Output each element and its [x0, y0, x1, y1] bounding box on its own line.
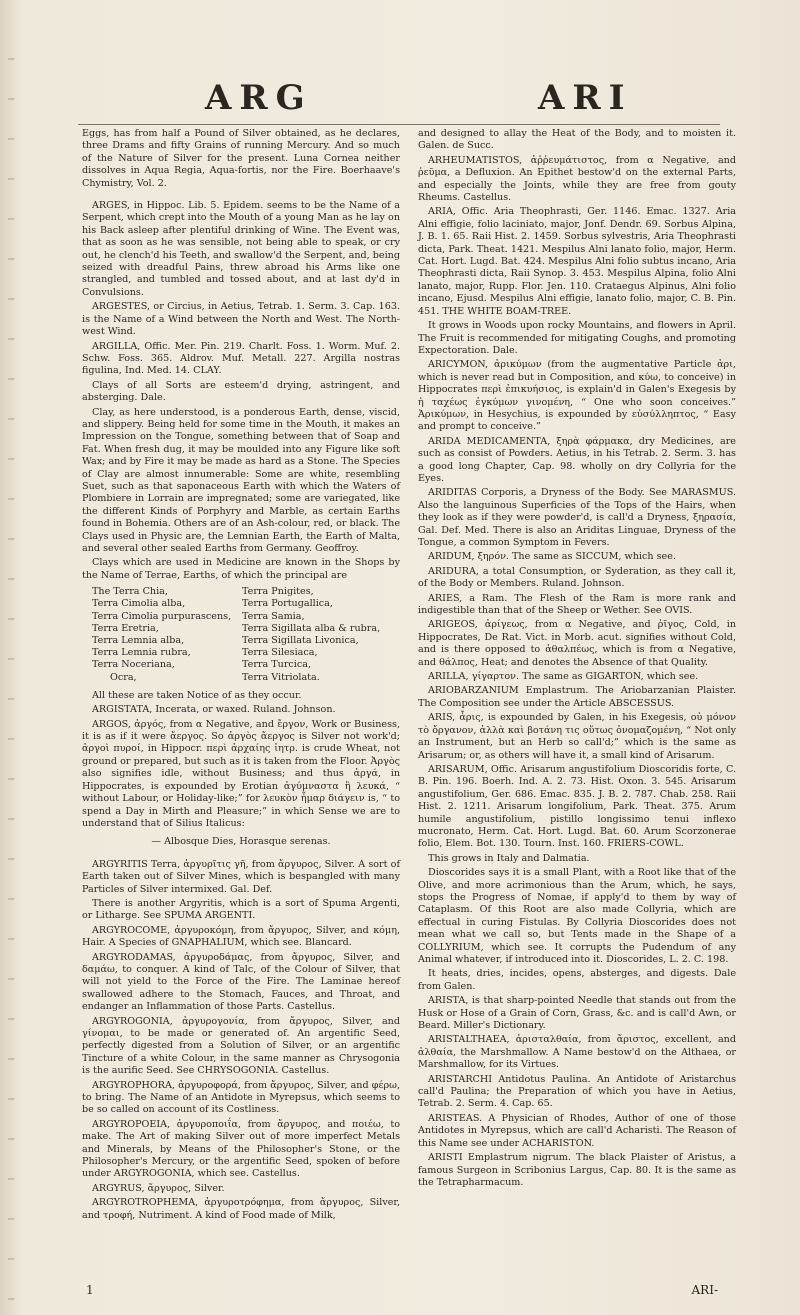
left-column — [82, 128, 400, 1224]
entry-aristeas: ARISTEAS. A Physician of Rhodes, Author of one of those Antidotes in Myrepsus, which are call'd Acharisti. The Reason of this Name see under ACHARISTON. — [418, 1112, 736, 1149]
entry-arilla: ARILLA, γίγαρτον. The same as GIGARTON, which see. — [428, 671, 699, 683]
terra-item: Terra Lemnia rubra, — [92, 647, 191, 659]
entry-argyrodamas: ARGYRODAMAS, ἀργυροδάμας, from ἄργυρος, Silver, and δαμάω, to conquer. A kind of Talc, of the Colour of Silver, that will not yield to the Force of the Fire. The Laminae hereof swallowed adhere to the Stomach, Fauces, and Throat, and endanger an Inflammation of those Parts. Castellus. — [82, 951, 400, 1013]
terra-item: Terra Sigillata Livonica, — [242, 635, 359, 647]
terra-item: Terra Portugallica, — [242, 598, 333, 610]
header-rule — [78, 124, 720, 125]
entry-aridura: ARIDURA, a total Consumption, or Syderation, as they call it, of the Body or Members. Ruland. Johnson. — [418, 565, 736, 590]
paragraph: It grows in Woods upon rocky Mountains, and flowers in April. The Fruit is recommended for mitigating Coughs, and promoting Expectoration. Dale. — [418, 320, 736, 356]
terra-item: Terra Silesiaca, — [242, 647, 318, 659]
terra-item: Terra Vitriolata. — [242, 671, 320, 683]
entry-arges: ARGES, in Hippoc. Lib. 5. Epidem. seems to be the Name of a Serpent, which crept into the Mouth of a young Man as he lay on his Back asleep after plentiful drinking of Wine. The Event was, that as soon as he was sensible, not being able to speak, or cry out, he clench'd his Teeth, and swallow'd the Serpent, and, being seized with dreadful Pains, threw abroad his Arms like one strangled, and tumbled and tossed about, and at last dy'd in Convulsions. — [82, 200, 400, 298]
entry-argistata: ARGISTATA, Incerata, or waxed. Ruland. Johnson. — [92, 704, 336, 716]
terra-item: Terra Cimolia alba, — [92, 598, 186, 610]
entry-ariditas: ARIDITAS Corporis, a Dryness of the Body. See MARASMUS. Also the languinous Superficies of the Tops of the Hairs, when they look as if they were powder'd, is call'd a Dryness, ξηρασία, Gal. Def. Med. There is also an Ariditas Linguae, Dryness of the Tongue, a common Symptom in Fevers. — [418, 487, 736, 548]
terra-item: Terra Sigillata alba & rubra, — [242, 622, 381, 634]
entry-ariobarzanium: ARIOBARZANIUM Emplastrum. The Ariobarzanian Plaister. The Composition see under the Article ABSCESSUS. — [418, 685, 736, 709]
entry-argyrophora: ARGYROPHORA, ἀργυροφορά, from ἄργυρος, Silver, and φέρω, to bring. The Name of an Antidote in Myrepsus, which seems to be so called on account of its Costliness. — [82, 1079, 400, 1116]
entry-aris: ARIS, ἆρις, is expounded by Galen, in his Exegesis, οὐ μόνον τὸ ὄργανον, ἀλλὰ καὶ βοτάνη τις οὕτως ὀνομαζομένη, “ Not only an Instrument, but an Herb so call'd;” which is the same as Arisarum; or, as others will have it, a small kind of Arisarum. — [418, 712, 736, 761]
paragraph: This grows in Italy and Dalmatia. — [428, 852, 590, 864]
entry-arida-medicamenta: ARIDA MEDICAMENTA, ξηρὰ φάρμακα, dry Medicines, are such as consist of Powders. Aetius, in his Tetrab. 2. Serm. 3. has a good long Chapter, Cap. 98. wholly on dry Collyria for the Eyes. — [418, 435, 736, 484]
entry-arheumatistos: ARHEUMATISTOS, ἀῤῥευμάτιστος, from α Negative, and ῥεῦμα, a Defluxion. An Epithet bestow'd on the external Parts, and especially the Joints, while they are free from gouty Rheums. Castellus. — [418, 154, 736, 204]
terra-item: Terra Lemnia alba, — [92, 635, 185, 647]
entry-aristarchi: ARISTARCHI Antidotus Paulina. An Antidote of Aristarchus call'd Paulina; the Preparation of which you have in Aetius, Tetrab. 2. Serm. 4. Cap. 65. — [418, 1073, 736, 1110]
paragraph: Clays which are used in Medicine are known in the Shops by the Name of Terrae, Earths, of which the principal are — [82, 557, 400, 581]
entry-argyritis: ARGYRITIS Terra, ἀργυρῖτις γῆ, from ἄργυρος, Silver. A sort of Earth taken out of Silver Mines, which is bespangled with many Particles of Silver intermixed. Gal. Def. — [82, 858, 400, 895]
running-head-left: ARG — [205, 78, 313, 118]
paragraph: Clays of all Sorts are esteem'd drying, astringent, and absterging. Dale. — [82, 379, 400, 404]
terra-item: Terra Turcica, — [242, 659, 312, 671]
terra-item: Ocra, — [110, 671, 137, 683]
paragraph: There is another Argyritis, which is a sort of Spuma Argenti, or Litharge. See SPUMA ARGENTI. — [82, 897, 400, 922]
terra-item: Terra Pnigites, — [242, 586, 314, 598]
catchword: ARI- — [691, 1283, 718, 1297]
terra-item: Terra Cimolia purpurascens, — [92, 610, 232, 622]
quotation: — Albosque Dies, Horasque serenas. — [151, 836, 331, 848]
paragraph: All these are taken Notice of as they occur. — [92, 689, 302, 701]
entry-aria: ARIA, Offic. Aria Theophrasti, Ger. 1146. Emac. 1327. Aria Alni effigie, folio laciniato, major, Jonf. Dendr. 69. Sorbus Alpina, J. B. 1. 65. Raii Hist. 2. 1459. Sorbus sylvestris, Aria Theophrasti dicta, Park. Theat. 1421. Mespilus Alni lanato folio, major, Herm. Cat. Hort. Lugd. Bat. 424. Mespilus Alni folio subtus incano, Aria Theophrasti dicta, Raii Synop. 3. 453. Mespilus Alpina, folio Alni lanato, major, Rupp. Flor. Jen. 110. Crataegus Alpinus, Alni folio incano, Ejusd. Mespilus Alni effigie, lanato folio, major, C. B. Pin. 451. THE WHITE BOAM-TREE. — [418, 206, 736, 317]
signature-mark: 1 — [86, 1283, 94, 1297]
entry-argyrocome: ARGYROCOME, ἀργυροκόμη, from ἄργυρος, Silver, and κόμη, Hair. A Species of GNAPHALIUM, which see. Blancard. — [82, 924, 400, 949]
terra-list — [92, 586, 400, 684]
terra-item: Terra Samia, — [242, 610, 305, 622]
terra-item: The Terra Chia, — [92, 586, 168, 598]
entry-aristi: ARISTI Emplastrum nigrum. The black Plaister of Aristus, a famous Surgeon in Scribonius Largus, Cap. 80. It is the same as the Tetrapharmacum. — [418, 1152, 736, 1188]
entry-aridum: ARIDUM, ξηρόν. The same as SICCUM, which see. — [428, 551, 676, 563]
entry-argyropoeia: ARGYROPOEIA, ἀργυροποιΐα, from ἄργυρος, and ποιέω, to make. The Art of making Silver out of more imperfect Metals and Minerals, by Means of the Philosopher's Stone, or the Philosopher's Mercury, or the argentific Seed, spoken of before under ARGYROGONIA, which see. Castellus. — [82, 1118, 400, 1180]
entry-aries: ARIES, a Ram. The Flesh of the Ram is more rank and indigestible than that of the Sheep or Wether. See OVIS. — [418, 592, 736, 617]
entry-argilla: ARGILLA, Offic. Mer. Pin. 219. Charlt. Foss. 1. Worm. Muf. 2. Schw. Foss. 365. Aldrov. Muf. Metall. 227. Argilla nostras figulina, Ind. Med. 14. CLAY. — [82, 340, 400, 377]
entry-argestes: ARGESTES, or Circius, in Aetius, Tetrab. 1. Serm. 3. Cap. 163. is the Name of a Wind between the North and West. The North-west Wind. — [82, 301, 400, 338]
paragraph: and designed to allay the Heat of the Body, and to moisten it. Galen. de Succ. — [418, 128, 736, 152]
entry-argyrogonia: ARGYROGONIA, ἀργυρογονία, from ἄργυρος, Silver, and γίνομαι, to be made or generated of. An argentific Seed, perfectly digested from a Solution of Silver, or an argentific Tincture of a white Colour, in the same manner as Chrysogonia is the aurific Seed. See CHRYSOGONIA. Castellus. — [82, 1015, 400, 1077]
entry-arisarum: ARISARUM, Offic. Arisarum angustifolium Dioscoridis forte, C. B. Pin. 196. Boerh. Ind. A. 2. 73. Hist. Oxon. 3. 545. Arisarum angustifolium, Ger. 686. Emac. 835. J. B. 2. 787. Chab. 258. Raii Hist. 2. 1211. Arisarum longifolium, Park. Theat. 375. Arum humile angustifolium, pistillo longissimo tenui inflexo mucronato, Herm. Cat. Hort. Lugd. Bat. 60. Arum Scorzonerae folio, Elem. Bot. 130. Tourn. Inst. 160. FRIERS-COWL. — [418, 763, 736, 850]
entry-argyrus: ARGYRUS, ἄργυρος, Silver. — [92, 1182, 225, 1194]
paragraph: Eggs, has from half a Pound of Silver obtained, as he declares, three Drams and fifty Grains of running Mercury. And so much of the Nature of Silver for the present. Luna Cornea neither dissolves in Aqua Regia, Aqua-fortis, nor the Fire. Boerhaave's Chymistry, Vol. 2. — [82, 128, 400, 189]
entry-aristalthaea: ARISTALTHAEA, ἀρισταλθαία, from ἄριστος, excellent, and ἀλθαία, the Marshmallow. A Name bestow'd on the Althaea, or Marshmallow, for its Virtues. — [418, 1034, 736, 1071]
binding-edge — [8, 20, 14, 1300]
entry-argyrotrophema: ARGYROTROPHEMA, ἀργυροτρόφημα, from ἄργυρος, Silver, and τροφή, Nutriment. A kind of Food made of Milk, — [82, 1197, 400, 1221]
entry-argos: ARGOS, ἀργός, from α Negative, and ἔργον, Work or Business, it is as if it were ἄεργος. So ἀργὸς ἄεργος is Silver not work'd; ἀργοὶ πυροί, in Hippocr. περὶ ἀρχαίης ἰητρ. is crude Wheat, not ground or prepared, but such as it is taken from the Floor. Ἀργὸς also signifies idle, without Business; and thus ἀργά, in Hippocrates, is expounded by Erotian ἀγύμναστα ἢ λευκά, “ without Labour, or Holiday-like;” for λευκὸν ἦμαρ διάγειν is, “ to spend a Day in Mirth and Pleasure;” in which Sense we are to understand that of Silius Italicus: — [82, 718, 400, 829]
entry-arigeos: ARIGEOS, ἀρίγεως, from α Negative, and ῥῖγος, Cold, in Hippocrates, De Rat. Vict. in Morb. acut. signifies without Cold, and is there opposed to ἀθαλπέως, which is from α Negative, and θάλπος, Heat; and denotes the Absence of that Quality. — [418, 619, 736, 668]
terra-item: Terra Eretria, — [92, 622, 159, 634]
paragraph: It heats, dries, incides, opens, absterges, and digests. Dale from Galen. — [418, 968, 736, 992]
paragraph: Clay, as here understood, is a ponderous Earth, dense, viscid, and slippery. Being held for some time in the Mouth, it makes an Impression on the Tongue, something between that of Soap and Fat. When fresh dug, it may be moulded into any Figure like soft Wax; and by Fire it may be made as hard as a Stone. The Species of Clay are almost innumerable: Some are white, resembling Suet, such as that saponaceous Earth with which the Waters of Plombiere in Lorrain are impregnated; some are variegated, like the different Kinds of Porphyry and Marble, as certain Earths found in Bohemia. Others are of an Ash-colour, red, or black. The Clays used in Physic are, the Lemnian Earth, the Earth of Malta, and several other sealed Earths from Germany. Geoffroy. — [82, 406, 400, 554]
paragraph: Dioscorides says it is a small Plant, with a Root like that of the Olive, and more acrimonious than the Arum, which, he says, stops the Progress of Nomae, if apply'd to them by way of Cataplasm. Of this Root are also made Collyria, which are effectual in curing Fistulas. By Collyria Dioscorides does not mean what we call so, but Tents made in the Shape of a COLLYRIUM, which see. It corrupts the Pudendum of any Animal whatever, if introduced into it. Dioscorides, L. 2. C. 198. — [418, 867, 736, 965]
running-head-right: ARI — [538, 78, 633, 118]
entry-aricymon: ARICYMON, ἀρικύμων (from the augmentative Particle ἀρι, which is never read but in Composition, and κύω, to conceive) in Hippocrates περὶ ἐπικυήσιος, is explain'd in Galen's Exegesis by ἡ ταχέως ἐγκύμων γινομένη, “ One who soon conceives.” Ἀρικύμων, in Hesychius, is expounded by εὐσύλληπτος, “ Easy and prompt to conceive.” — [418, 359, 736, 433]
entry-arista: ARISTA, is that sharp-pointed Needle that stands out from the Husk or Hose of a Grain of Corn, Grass, &c. and is call'd Awn, or Beard. Miller's Dictionary. — [418, 995, 736, 1032]
terra-item: Terra Noceriana, — [92, 659, 175, 671]
right-column — [418, 128, 736, 1191]
